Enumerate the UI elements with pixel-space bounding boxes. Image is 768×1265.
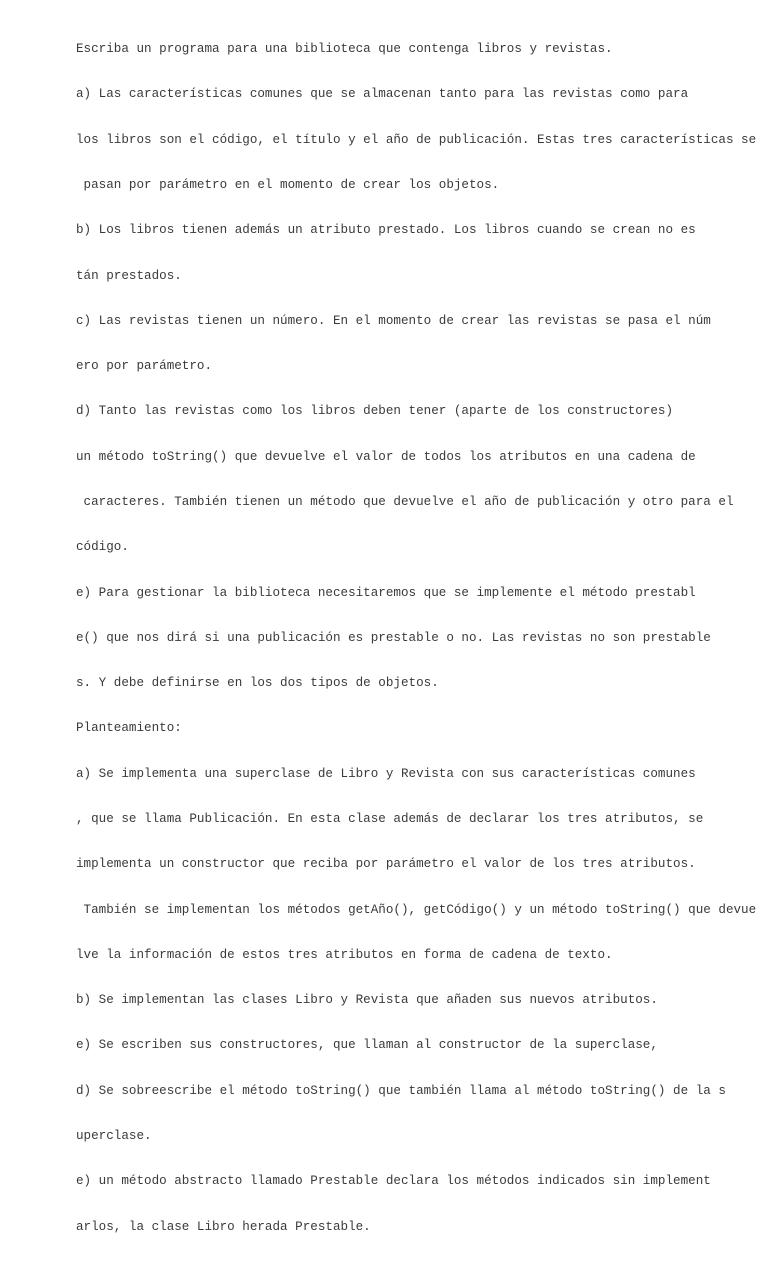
text-line: e) un método abstracto llamado Prestable declara los métodos indicados sin implement (76, 1174, 711, 1189)
text-line: ero por parámetro. (76, 359, 213, 374)
text-line: También se implementan los métodos getAño(), getCódigo() y un método toString() que devue (76, 902, 757, 917)
text-line: tán prestados. (76, 268, 182, 283)
section-heading: Planteamiento: (76, 721, 182, 736)
text-line: c) Las revistas tienen un número. En el momento de crear las revistas se pasa el núm (76, 313, 711, 328)
text-line: , que se llama Publicación. En esta clase además de declarar los tres atributos, se (76, 811, 704, 826)
text-line: e) Para gestionar la biblioteca necesitaremos que se implemente el método prestabl (76, 585, 696, 600)
text-line: implementa un constructor que reciba por parámetro el valor de los tres atributos. (76, 857, 696, 872)
text-line: pasan por parámetro en el momento de crear los objetos. (76, 178, 500, 193)
text-line: un método toString() que devuelve el valor de todos los atributos en una cadena de (76, 449, 696, 464)
text-line: d) Tanto las revistas como los libros deben tener (aparte de los constructores) (76, 404, 674, 419)
text-line: lve la información de estos tres atributos en forma de cadena de texto. (76, 947, 613, 962)
document-text (76, 12, 766, 1265)
text-line: los libros son el código, el título y el año de publicación. Estas tres características se (76, 132, 757, 147)
text-line: e) Se escriben sus constructores, que llaman al constructor de la superclase, (76, 1038, 658, 1053)
text-line: caracteres. También tienen un método que devuelve el año de publicación y otro para el (76, 495, 734, 509)
text-line: d) Se sobreescribe el método toString() que también llama al método toString() de la s (76, 1083, 726, 1098)
text-line: arlos, la clase Libro herada Prestable. (76, 1219, 371, 1234)
text-line: b) Se implementan las clases Libro y Revista que añaden sus nuevos atributos. (76, 993, 658, 1008)
text-line: b) Los libros tienen además un atributo prestado. Los libros cuando se crean no es (76, 223, 696, 238)
text-line: código. (76, 540, 129, 555)
text-line: s. Y debe definirse en los dos tipos de objetos. (76, 676, 439, 691)
text-line: uperclase. (76, 1128, 152, 1143)
text-line: e() que nos dirá si una publicación es prestable o no. Las revistas no son prestable (76, 630, 711, 645)
text-line: a) Se implementa una superclase de Libro y Revista con sus características comunes (76, 766, 696, 781)
text-line: Escriba un programa para una biblioteca que contenga libros y revistas. (76, 42, 613, 57)
text-line: a) Las características comunes que se almacenan tanto para las revistas como para (76, 87, 689, 102)
